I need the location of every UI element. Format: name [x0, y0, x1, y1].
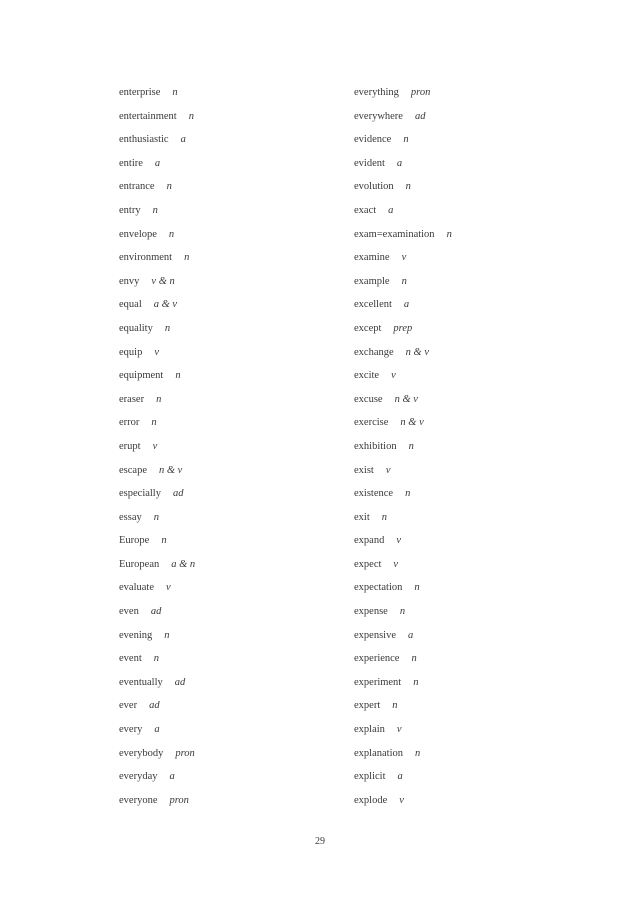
- entry-part-of-speech: a: [154, 724, 160, 736]
- entry-word: experience: [354, 653, 400, 665]
- entry-part-of-speech: pron: [410, 87, 431, 98]
- entry-part-of-speech: v: [154, 346, 159, 358]
- entry-part-of-speech: ad: [150, 606, 162, 618]
- word-entry: [354, 745, 452, 769]
- word-entry: [354, 650, 452, 674]
- entry-part-of-speech: a: [388, 204, 394, 216]
- word-entry: [119, 131, 195, 155]
- word-entry: [119, 108, 195, 132]
- word-entry: [354, 627, 452, 651]
- entry-part-of-speech: n: [405, 488, 411, 500]
- entry-part-of-speech: n & v: [405, 346, 429, 358]
- entry-word: expensive: [354, 629, 396, 641]
- entry-part-of-speech: v: [396, 724, 402, 736]
- entry-word: everyone: [119, 794, 158, 806]
- word-entry: [354, 108, 452, 132]
- word-entry: [354, 721, 452, 745]
- entry-part-of-speech: n: [399, 606, 406, 618]
- word-entry: [354, 178, 452, 202]
- word-entry: [354, 792, 452, 816]
- word-entry: [119, 509, 195, 533]
- entry-word: evening: [119, 629, 153, 641]
- word-entry: [354, 509, 452, 533]
- entry-word: environment: [119, 252, 173, 264]
- entry-part-of-speech: pron: [175, 747, 195, 759]
- entry-part-of-speech: a & n: [171, 558, 196, 570]
- word-entry: [119, 745, 195, 769]
- entry-word: exhibition: [354, 440, 397, 452]
- entry-word: explode: [354, 794, 388, 806]
- entry-part-of-speech: ad: [149, 700, 160, 712]
- word-entry: [354, 697, 452, 721]
- entry-word: exit: [354, 511, 370, 523]
- entry-part-of-speech: n: [151, 417, 157, 429]
- word-entry: [119, 697, 195, 721]
- word-entry: [354, 367, 452, 391]
- word-entry: [119, 792, 195, 816]
- entry-part-of-speech: n: [413, 676, 419, 688]
- word-entry: [354, 414, 452, 438]
- word-entry: [119, 273, 195, 297]
- entry-part-of-speech: n: [153, 653, 159, 665]
- entry-part-of-speech: n: [411, 653, 417, 665]
- entry-part-of-speech: n: [408, 440, 414, 452]
- word-entry: [119, 178, 195, 202]
- entry-part-of-speech: v: [391, 370, 396, 382]
- word-entry: [354, 462, 452, 486]
- entry-word: excuse: [354, 393, 383, 405]
- entry-word: explanation: [354, 747, 403, 759]
- entry-word: everything: [354, 87, 399, 98]
- entry-word: expense: [354, 606, 388, 618]
- entry-part-of-speech: v: [396, 535, 401, 547]
- entry-part-of-speech: v: [152, 440, 158, 452]
- word-entry: [119, 249, 195, 273]
- word-entry: [119, 155, 195, 179]
- entry-word: entertainment: [119, 110, 177, 122]
- word-entry: [354, 768, 452, 792]
- word-entry: [354, 84, 452, 108]
- word-entry: [119, 296, 195, 320]
- entry-word: enterprise: [119, 87, 161, 98]
- entry-word: existence: [354, 488, 394, 500]
- entry-word: equal: [119, 299, 142, 311]
- word-entry: [119, 532, 195, 556]
- entry-word: evidence: [354, 134, 392, 146]
- entry-word: eraser: [119, 393, 145, 405]
- entry-part-of-speech: n: [153, 511, 159, 523]
- entry-part-of-speech: n: [414, 747, 421, 759]
- entry-word: explain: [354, 724, 385, 736]
- entry-word: eventually: [119, 676, 163, 688]
- word-entry: [119, 603, 195, 627]
- entry-word: entire: [119, 157, 143, 169]
- entry-word: everybody: [119, 747, 164, 759]
- entry-word: essay: [119, 511, 142, 523]
- word-entry: [354, 532, 452, 556]
- entry-word: evaluate: [119, 582, 154, 594]
- word-entry: [354, 320, 452, 344]
- entry-part-of-speech: prep: [393, 322, 413, 334]
- entry-part-of-speech: n: [152, 204, 158, 216]
- entry-part-of-speech: n: [184, 252, 190, 264]
- word-entry: [354, 674, 452, 698]
- entry-part-of-speech: n & v: [394, 393, 418, 405]
- entry-part-of-speech: n: [446, 228, 452, 240]
- entry-word: error: [119, 417, 140, 429]
- entry-word: equipment: [119, 370, 164, 382]
- page-number: 29: [315, 836, 325, 847]
- word-entry: [119, 438, 195, 462]
- entry-part-of-speech: n: [392, 700, 398, 712]
- entry-part-of-speech: n: [381, 511, 387, 523]
- entry-word: examine: [354, 252, 390, 264]
- entry-word: Europe: [119, 535, 150, 547]
- entry-word: except: [354, 322, 382, 334]
- entry-word: everywhere: [354, 110, 403, 122]
- entry-word: exercise: [354, 417, 389, 429]
- entry-part-of-speech: n: [403, 134, 409, 146]
- entry-part-of-speech: v & n: [151, 275, 175, 287]
- entry-part-of-speech: n: [405, 181, 411, 193]
- word-entry: [354, 579, 452, 603]
- word-entry: [119, 391, 195, 415]
- entry-part-of-speech: n & v: [158, 464, 183, 476]
- word-entry: [119, 768, 195, 792]
- word-entry: [354, 438, 452, 462]
- word-entry: [119, 721, 195, 745]
- word-entry: [354, 296, 452, 320]
- entry-word: European: [119, 558, 160, 570]
- word-entry: [119, 579, 195, 603]
- word-entry: [119, 556, 195, 580]
- entry-word: excite: [354, 370, 380, 382]
- entry-part-of-speech: a: [396, 157, 403, 169]
- entry-word: erupt: [119, 440, 141, 452]
- entry-word: explicit: [354, 771, 386, 783]
- word-list-left-column: [119, 84, 195, 815]
- entry-word: excellent: [354, 299, 392, 311]
- word-entry: [119, 344, 195, 368]
- word-entry: [119, 84, 195, 108]
- entry-part-of-speech: n: [164, 322, 171, 334]
- entry-part-of-speech: n: [161, 535, 167, 547]
- entry-part-of-speech: n: [164, 629, 170, 641]
- entry-word: exam=examination: [354, 228, 435, 240]
- entry-part-of-speech: a: [397, 771, 403, 783]
- entry-word: expectation: [354, 582, 403, 594]
- word-entry: [119, 202, 195, 226]
- word-entry: [354, 131, 452, 155]
- entry-word: event: [119, 653, 142, 665]
- word-entry: [354, 226, 452, 250]
- word-entry: [354, 603, 452, 627]
- entry-part-of-speech: a: [180, 134, 186, 146]
- entry-word: example: [354, 275, 390, 287]
- entry-part-of-speech: n: [156, 393, 162, 405]
- entry-part-of-speech: n: [175, 370, 181, 382]
- entry-word: evident: [354, 157, 385, 169]
- entry-part-of-speech: a: [403, 299, 410, 311]
- entry-word: expand: [354, 535, 385, 547]
- entry-word: expect: [354, 558, 382, 570]
- entry-word: exact: [354, 204, 377, 216]
- entry-part-of-speech: ad: [414, 110, 426, 122]
- entry-word: escape: [119, 464, 147, 476]
- entry-word: expert: [354, 700, 381, 712]
- entry-part-of-speech: a: [169, 771, 175, 783]
- entry-word: ever: [119, 700, 138, 712]
- entry-word: everyday: [119, 771, 158, 783]
- word-entry: [119, 674, 195, 698]
- entry-part-of-speech: ad: [174, 676, 186, 688]
- entry-part-of-speech: a: [154, 157, 161, 169]
- word-entry: [119, 462, 195, 486]
- word-entry: [119, 650, 195, 674]
- entry-part-of-speech: ad: [172, 488, 184, 500]
- word-entry: [354, 202, 452, 226]
- entry-part-of-speech: a & v: [153, 299, 178, 311]
- word-entry: [354, 485, 452, 509]
- entry-part-of-speech: pron: [169, 794, 189, 806]
- entry-word: even: [119, 606, 139, 618]
- word-entry: [354, 249, 452, 273]
- entry-word: enthusiastic: [119, 134, 169, 146]
- entry-part-of-speech: v: [393, 558, 399, 570]
- word-entry: [119, 414, 195, 438]
- entry-part-of-speech: n: [414, 582, 420, 594]
- word-entry: [354, 273, 452, 297]
- entry-word: equality: [119, 322, 153, 334]
- entry-part-of-speech: n: [172, 87, 178, 98]
- word-entry: [119, 226, 195, 250]
- entry-word: evolution: [354, 181, 394, 193]
- entry-part-of-speech: n: [168, 228, 175, 240]
- entry-word: envelope: [119, 228, 157, 240]
- entry-part-of-speech: n: [188, 110, 194, 122]
- entry-part-of-speech: n: [401, 275, 407, 287]
- word-entry: [354, 391, 452, 415]
- word-entry: [119, 320, 195, 344]
- entry-part-of-speech: a: [408, 629, 414, 641]
- entry-word: envy: [119, 275, 140, 287]
- entry-part-of-speech: v: [385, 464, 391, 476]
- word-list-right-column: [354, 84, 452, 815]
- entry-part-of-speech: v: [401, 252, 407, 264]
- entry-part-of-speech: v: [165, 582, 171, 594]
- word-entry: [354, 556, 452, 580]
- entry-word: especially: [119, 488, 161, 500]
- entry-word: equip: [119, 346, 143, 358]
- entry-word: experiment: [354, 676, 402, 688]
- entry-part-of-speech: n: [166, 181, 172, 193]
- entry-part-of-speech: v: [399, 794, 404, 806]
- entry-word: exist: [354, 464, 374, 476]
- entry-word: entrance: [119, 181, 155, 193]
- entry-word: exchange: [354, 346, 394, 358]
- entry-word: entry: [119, 204, 141, 216]
- word-entry: [354, 344, 452, 368]
- word-entry: [119, 627, 195, 651]
- entry-part-of-speech: n & v: [400, 417, 424, 429]
- entry-word: every: [119, 724, 143, 736]
- word-entry: [119, 485, 195, 509]
- word-entry: [354, 155, 452, 179]
- word-entry: [119, 367, 195, 391]
